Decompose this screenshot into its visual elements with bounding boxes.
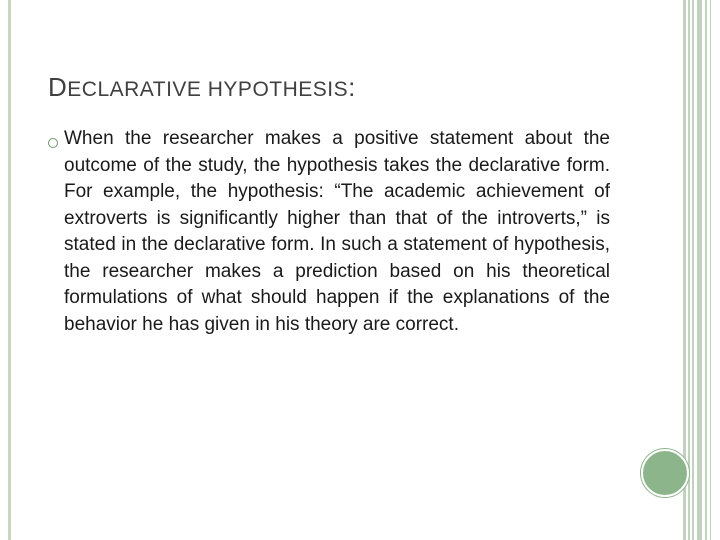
slide-title bbox=[48, 72, 356, 103]
left-frame-line bbox=[8, 0, 11, 540]
title-rest: ECLARATIVE HYPOTHESIS bbox=[67, 78, 349, 101]
hollow-circle-bullet-icon bbox=[48, 138, 58, 148]
right-decorative-bar bbox=[688, 0, 690, 540]
right-decorative-bar bbox=[692, 0, 694, 540]
title-colon: : bbox=[348, 72, 356, 102]
title-first-letter: D bbox=[48, 72, 68, 102]
right-decorative-bar bbox=[697, 0, 702, 540]
right-decorative-bar bbox=[710, 0, 711, 540]
right-decorative-bar bbox=[705, 0, 707, 540]
bullet-text: When the researcher makes a positive statement about the outcome of the study, the hypothesis takes the declarative form. For example, the hypothesis: “The academic achievement of extroverts is significantly higher than that of the introverts,” is stated in the declarative form. In such a statement of hypothesis, the researcher makes a prediction based on his theoretical formulations of what should happen if the explanations of the behavior he has given in his theory are correct. bbox=[64, 128, 610, 335]
decorative-circle-icon bbox=[641, 449, 689, 497]
